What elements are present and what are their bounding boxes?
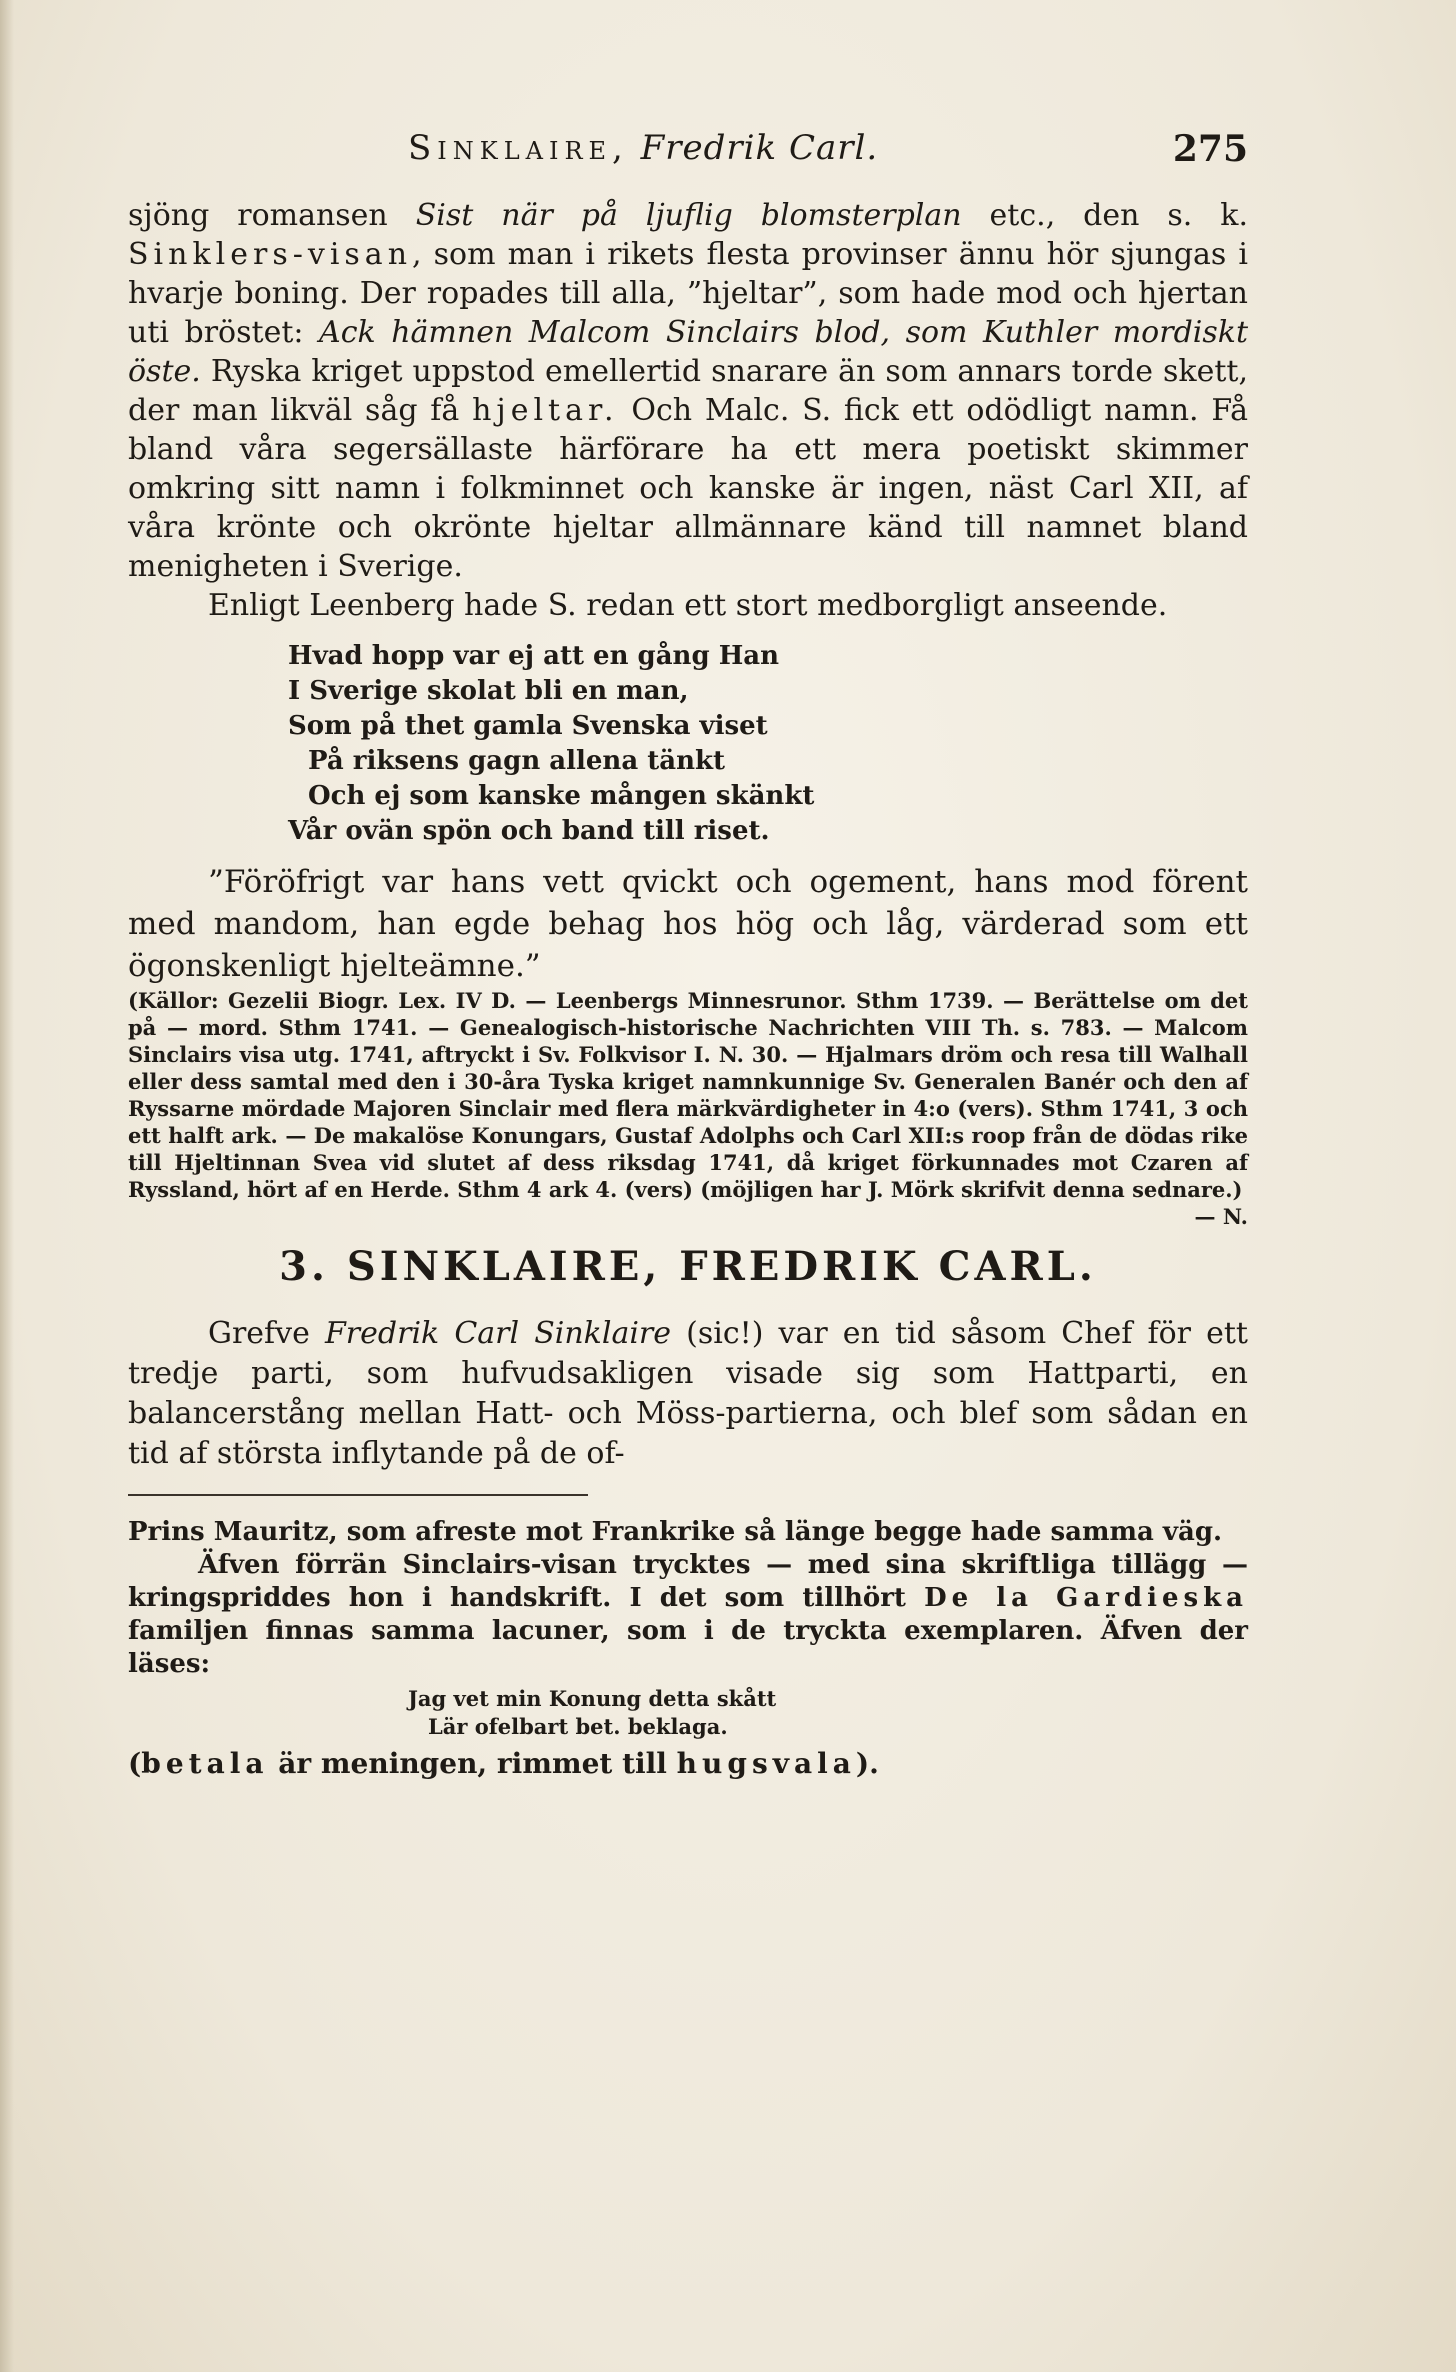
sources-paragraph: (Källor: Gezelii Biogr. Lex. IV D. — Leenbergs Minnesrunor. Sthm 1739. — Berättelse om det på — mord. Sthm 1741. — Genealogisch-historische Nachrichten VIII Th. s. 783. — Malcom Sinclairs visa utg. 1741, aftryckt i Sv. Folkvisor I. N. 30. — Hjalmars dröm och resa till Walhall eller dess samtal med den i 30-åra Tyska kriget namnkunnige Sv. Generalen Banér och den af Ryssarne mördade Majoren Sinclair med flera märkvärdigheter in 4:o (vers). Sthm 1741, 3 och ett halft ark. — De makalöse Konungars, Gustaf Adolphs och Carl XII:s roop från de dödas rike till Hjeltinnan Svea vid slutet af dess riksdag 1741, då kriget förkunnades mot Czaren af Ryssland, hört af en Herde. Sthm 4 ark 4. (vers) (möjligen har J. Mörk skrifvit denna sednare.) — N. [128,988,1248,1229]
poem-line: Och ej som kanske mången skänkt [308,781,815,811]
poem-line: Vår ovän spön och band till riset. [288,816,770,846]
quote-paragraph: ”Föröfrigt var hans vett qvickt och ogement, hans mod förent med mandom, han egde behag hos hög och låg, värderad som ett ögonskenligt hjelteämne.” [128,864,1248,984]
poem-line: I Sverige skolat bli en man, [288,676,689,706]
footnote-verse [408,1685,1248,1741]
page-edge-shadow [0,0,14,2372]
running-head [408,128,878,168]
paragraph-leenberg: Enligt Leenberg hade S. redan ett stort medborgligt anseende. [208,588,1168,623]
running-head-name: Sinklaire, [408,128,629,168]
page-number: 275 [1172,128,1248,170]
verse-line: Lär ofelbart bet. beklaga. [428,1714,728,1739]
verse-line: Jag vet min Konung detta skått [408,1686,777,1711]
section-heading: 3. SINKLAIRE, FREDRIK CARL. [279,1243,1097,1290]
poem-line: På riksens gagn allena tänkt [308,746,726,776]
page-header [128,128,1248,172]
author-signature: — N. [1194,1204,1248,1229]
footnote-closing: (betala är meningen, rimmet till hugsvala). [128,1747,879,1780]
footnotes [128,1516,1248,1780]
poem-block [288,639,1248,849]
page-content [128,196,1248,1780]
paragraph-sinclair-ballad: sjöng romansen Sist när på ljuflig blomsterplan etc., den s. k. Sinklers-visan, som man i rikets flesta provinser ännu hör sjungas i hvarje boning. Der ropades till alla, ”hjeltar”, som hade mod och hjertan uti bröstet: Ack hämnen Malcom Sinclairs blod, som Kuthler mordiskt öste. Ryska kriget uppstod emellertid snarare än som annars torde skett, der man likväl såg få hjeltar. Och Malc. S. fick ett odödligt namn. Få bland våra segersällaste härförare ha ett mera poetiskt skimmer omkring sitt namn i folkminnet och kanske är ingen, näst Carl XII, af våra krönte och okrönte hjeltar allmännare känd till namnet bland menigheten i Sverige. [128,198,1249,584]
section-paragraph: Grefve Fredrik Carl Sinklaire (sic!) var en tid såsom Chef för ett tredje parti, som hufvudsakligen visade sig som Hattparti, en balancerstång mellan Hatt- och Möss-partierna, och blef som sådan en tid af största inflytande på de of- [128,1316,1248,1471]
poem-line: Hvad hopp var ej att en gång Han [288,641,780,671]
footnote-1: Prins Mauritz, som afreste mot Frankrike så länge begge hade samma väg. [128,1517,1223,1547]
footnote-2: Äfven förrän Sinclairs-visan trycktes — med sina skriftliga tillägg — kringspriddes hon i handskrift. I det som tillhört De la Gardieska familjen finnas samma lacuner, som i de tryckta exemplaren. Äfven der läses: [128,1550,1249,1679]
running-head-given-names: Fredrik Carl. [640,128,879,168]
poem-line: Som på thet gamla Svenska viset [288,711,768,741]
footnote-divider [128,1494,588,1496]
